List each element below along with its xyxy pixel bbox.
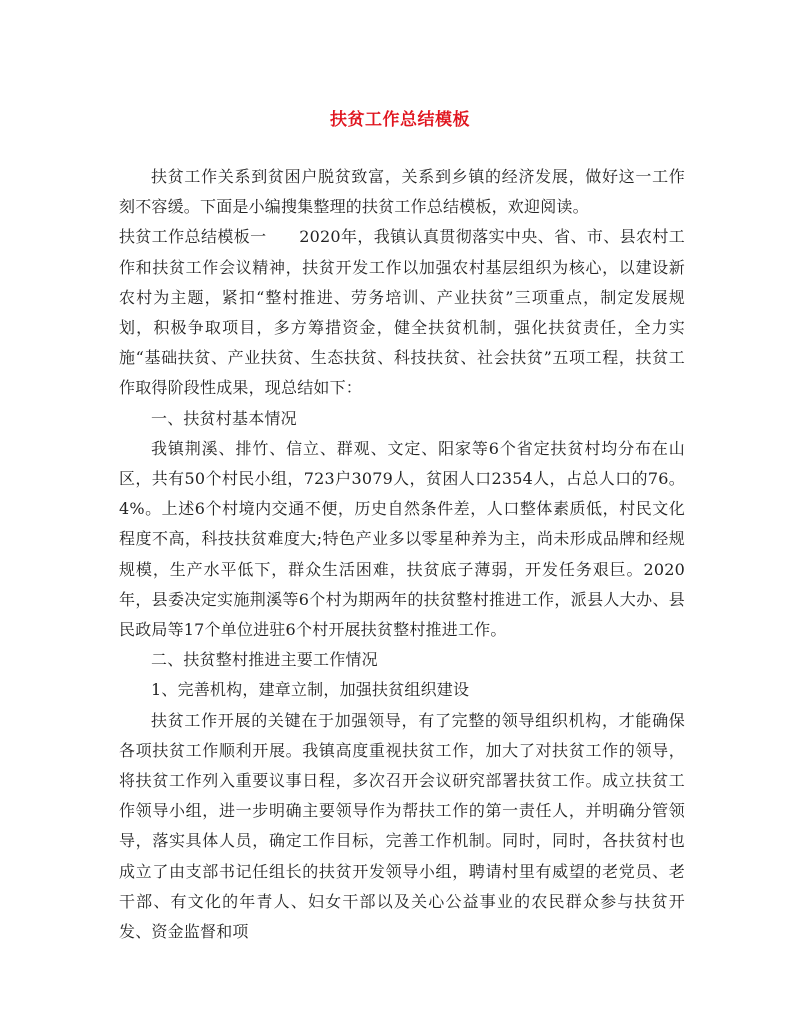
basic-situation-paragraph: 我镇荆溪、排竹、信立、群观、文定、阳家等6个省定扶贫村均分布在山区，共有50个村民小组，723户3079人，贫困人口2354人，占总人口的76。4%。上述6个村境内交通不便，历史自然条件差，人口整体素质低，村民文化程度不高，科技扶贫难度大;特色产业多以零星种养为主，尚未形成品牌和经规规模，生产水平低下，群众生活困难，扶贫底子薄弱，开发任务艰巨。2020年，县委决定实施荆溪等6个村为期两年的扶贫整村推进工作，派县人大办、县民政局等17个单位进驻6个村开展扶贫整村推进工作。 [119, 438, 685, 640]
document-title: 扶贫工作总结模板 [330, 110, 470, 130]
template-one-paragraph: 扶贫工作总结模板一 2020年，我镇认真贯彻落实中央、省、市、县农村工作和扶贫工作会议精神，扶贫开发工作以加强农村基层组织为核心，以建设新农村为主题，紧扣“整村推进、劳务培训、产业扶贫”三项重点，制定发展规划，积极争取项目，多方筹措资金，健全扶贫机制，强化扶贫责任，全力实施“基础扶贫、产业扶贫、生态扶贫、科技扶贫、社会扶贫”五项工程，扶贫工作取得阶段性成果，现总结如下： [119, 227, 685, 398]
organization-paragraph: 扶贫工作开展的关键在于加强领导，有了完整的领导组织机构，才能确保各项扶贫工作顺利开展。我镇高度重视扶贫工作，加大了对扶贫工作的领导，将扶贫工作列入重要议事日程，多次召开会议研究部署扶贫工作。成立扶贫工作领导小组，进一步明确主要领导作为帮扶工作的第一责任人，并明确分管领导，落实具体人员，确定工作目标，完善工作机制。同时，同时，各扶贫村也成立了由支部书记任组长的扶贫开发领导小组，聘请村里有威望的老党员、老干部、有文化的年青人、妇女干部以及关心公益事业的农民群众参与扶贫开发、资金监督和项 [119, 710, 685, 942]
document-body [119, 162, 685, 947]
intro-paragraph: 扶贫工作关系到贫困户脱贫致富，关系到乡镇的经济发展，做好这一工作刻不容缓。下面是小编搜集整理的扶贫工作总结模板，欢迎阅读。 [119, 167, 685, 217]
subsection-heading-organization: 1、完善机构，建章立制，加强扶贫组织建设 [151, 680, 470, 700]
section-heading-main-work: 二、扶贫整村推进主要工作情况 [151, 650, 378, 670]
section-heading-basic-situation: 一、扶贫村基本情况 [151, 408, 297, 428]
